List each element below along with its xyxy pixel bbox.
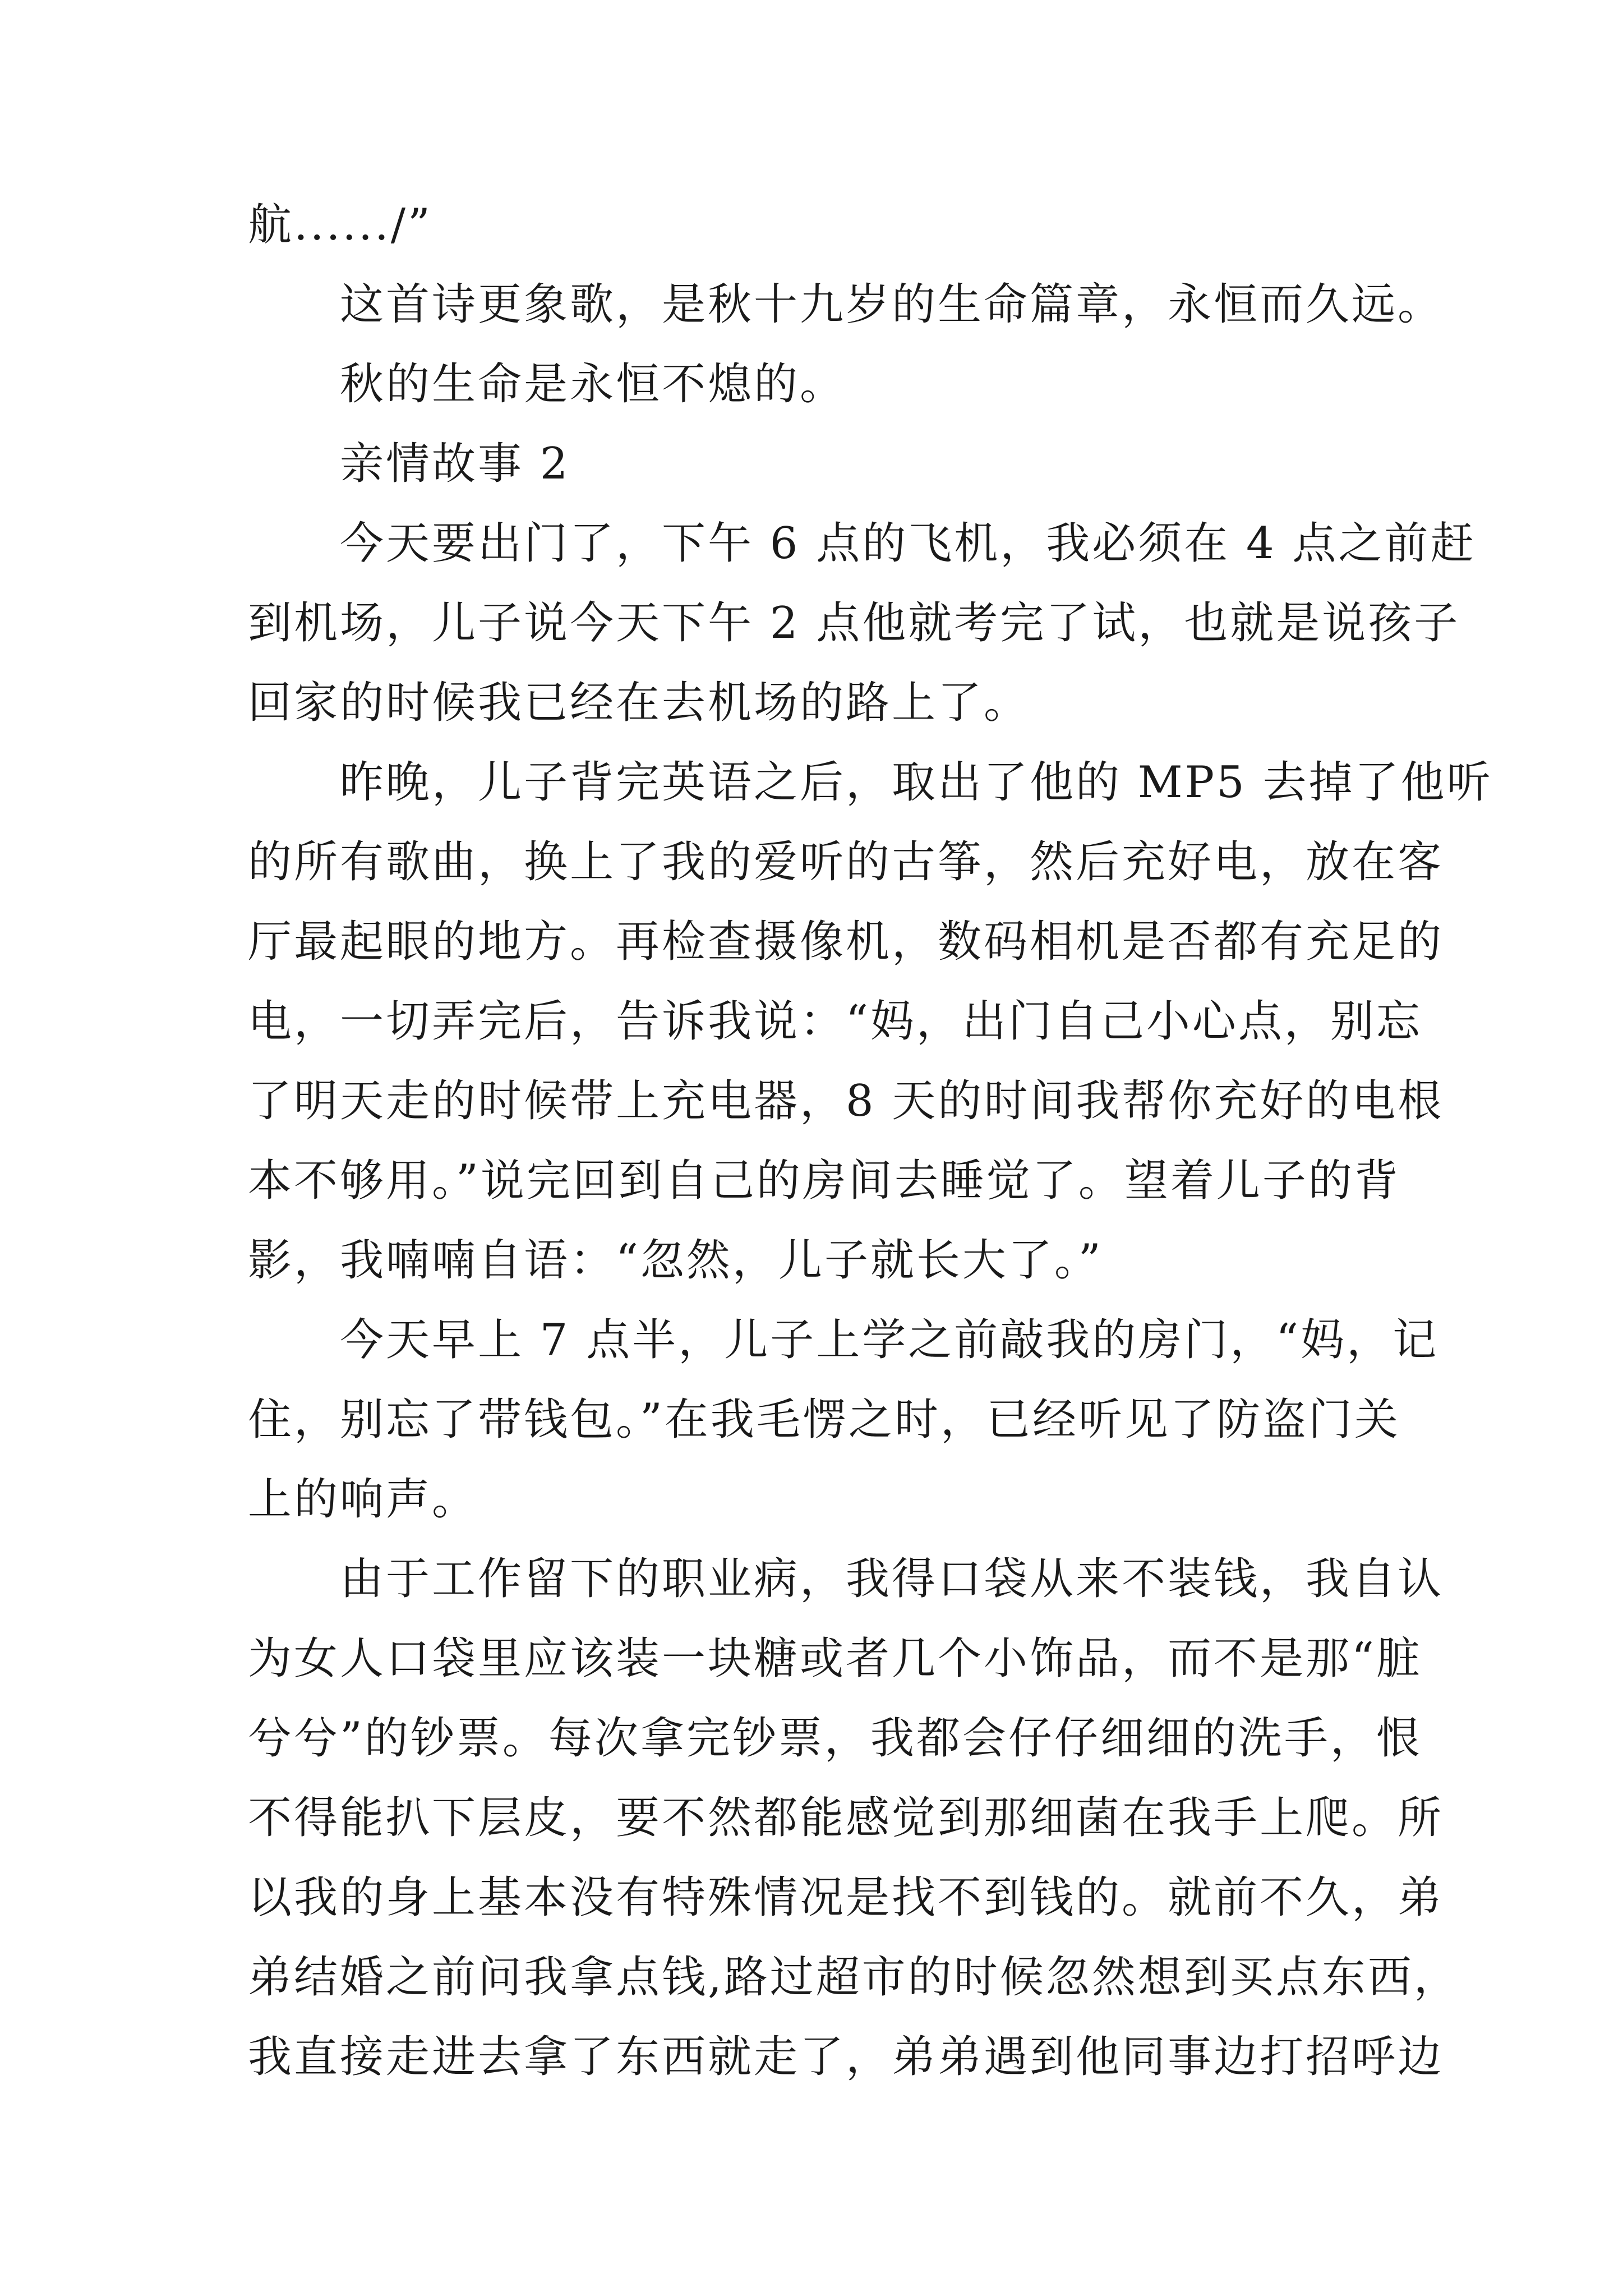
- text-line: 弟结婚之前问我拿点钱,路过超市的时候忽然想到买点东西，: [248, 1952, 1460, 2003]
- text-line: 本不够用。”说完回到自己的房间去睡觉了。望着儿子的背: [248, 1156, 1400, 1206]
- text-line: 由于工作留下的职业病，我得口袋从来不装钱，我自认: [340, 1554, 1444, 1604]
- text-line: 今天要出门了，下午 6 点的飞机，我必须在 4 点之前赶: [340, 518, 1477, 569]
- text-line: 上的响声。: [248, 1474, 478, 1525]
- text-line: 住，别忘了带钱包。”在我毛愣之时，已经听见了防盗门关: [248, 1395, 1400, 1445]
- document-body: [248, 185, 1493, 2097]
- text-line: 电，一切弄完后，告诉我说：“妈，出门自己小心点，别忘: [248, 996, 1422, 1047]
- text-line: 秋的生命是永恒不熄的。: [340, 359, 846, 409]
- section-heading: 亲情故事 2: [340, 439, 570, 489]
- text-line: 影，我喃喃自语：“忽然，儿子就长大了。”: [248, 1235, 1103, 1286]
- text-line: 今天早上 7 点半，儿子上学之前敲我的房门，“妈，记: [340, 1315, 1439, 1365]
- text-line: 兮兮”的钞票。每次拿完钞票，我都会仔仔细细的洗手，恨: [248, 1713, 1422, 1764]
- text-line: 不得能扒下层皮，要不然都能感觉到那细菌在我手上爬。所: [248, 1793, 1444, 1843]
- text-line: 这首诗更象歌，是秋十九岁的生命篇章，永恒而久远。: [340, 279, 1444, 330]
- text-line: 厅最起眼的地方。再检查摄像机，数码相机是否都有充足的: [248, 917, 1444, 967]
- text-line: 到机场，儿子说今天下午 2 点他就考完了试，也就是说孩子: [248, 598, 1460, 648]
- text-line: 的所有歌曲，换上了我的爱听的古筝，然后充好电，放在客: [248, 837, 1444, 887]
- text-line: 我直接走进去拿了东西就走了，弟弟遇到他同事边打招呼边: [248, 2032, 1444, 2082]
- text-line: 航....../”: [248, 200, 432, 250]
- text-line: 昨晚，儿子背完英语之后，取出了他的 MP5 去掉了他听: [340, 757, 1493, 808]
- text-line: 为女人口袋里应该装一块糖或者几个小饰品，而不是那“脏: [248, 1634, 1422, 1684]
- text-line: 了明天走的时候带上充电器，8 天的时间我帮你充好的电根: [248, 1076, 1444, 1126]
- text-line: 回家的时候我已经在去机场的路上了。: [248, 678, 1030, 728]
- text-line: 以我的身上基本没有特殊情况是找不到钱的。就前不久，弟: [248, 1872, 1444, 1923]
